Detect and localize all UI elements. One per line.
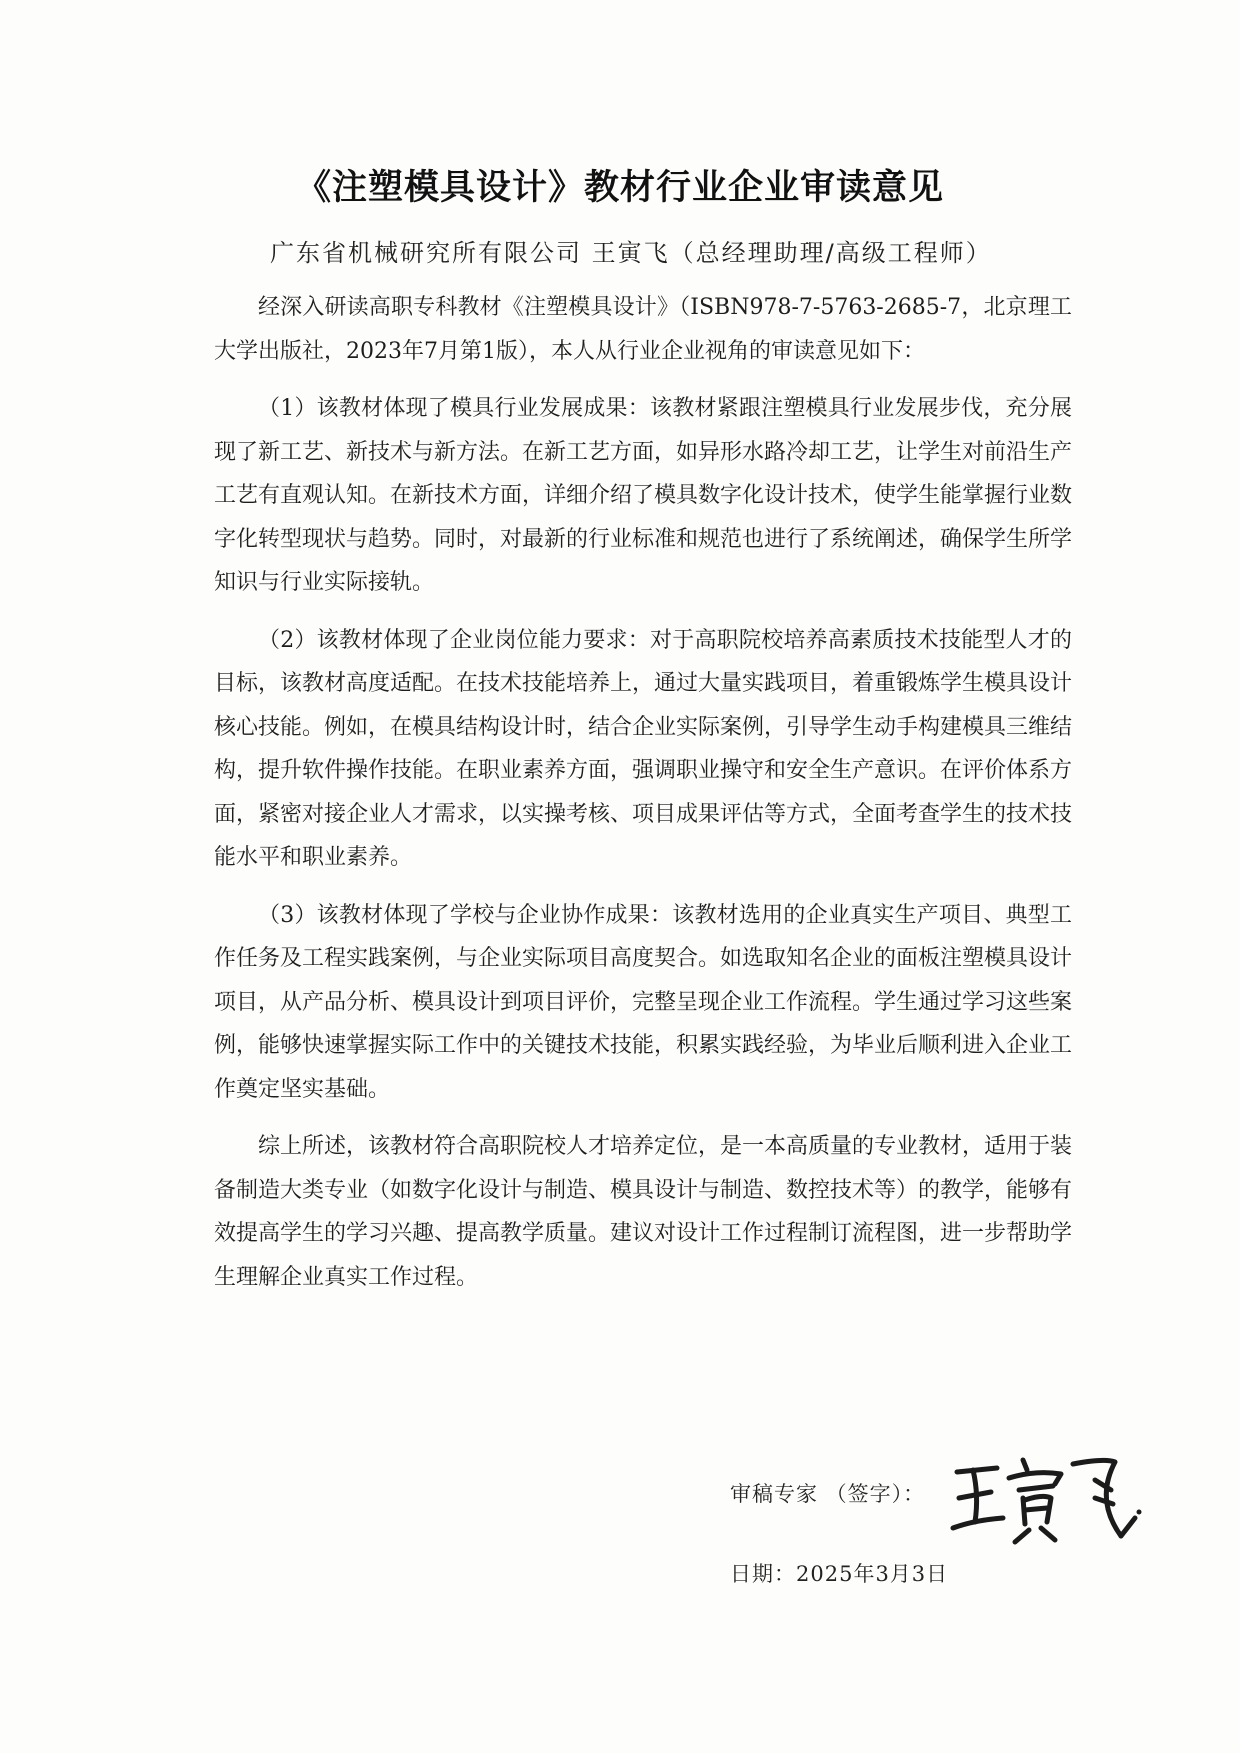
opinion-paragraph-2: （2）该教材体现了企业岗位能力要求：对于高职院校培养高素质技术技能型人才的目标，该教材高度适配。在技术技能培养上，通过大量实践项目，着重锻炼学生模具设计核心技能。例如，在模具结构设计时，结合企业实际案例，引导学生动手构建模具三维结构，提升软件操作技能。在职业素养方面，强调职业操守和安全生产意识。在评价体系方面，紧密对接企业人才需求，以实操考核、项目成果评估等方式，全面考查学生的技术技能水平和职业素养。 [214,627,1073,870]
signature-label: 审稿专家 （签字）： [730,1482,926,1506]
opinion-paragraph-1: （1）该教材体现了模具行业发展成果：该教材紧跟注塑模具行业发展步伐，充分展现了新工艺、新技术与新方法。在新工艺方面，如异形水路冷却工艺，让学生对前沿生产工艺有直观认知。在新技术方面，详细介绍了模具数字化设计技术，使学生能掌握行业数字化转型现状与趋势。同时，对最新的行业标准和规范也进行了系统阐述，确保学生所学知识与行业实际接轨。 [214,396,1073,595]
conclusion-paragraph: 综上所述，该教材符合高职院校人才培养定位，是一本高质量的专业教材，适用于装备制造大类专业（如数字化设计与制造、模具设计与制造、数控技术等）的教学，能够有效提高学生的学习兴趣、提高教学质量。建议对设计工作过程制订流程图，进一步帮助学生理解企业真实工作过程。 [214,1134,1073,1290]
document-body [214,286,1072,1313]
author-line: 广东省机械研究所有限公司 王寅飞（总经理助理/高级工程师） [270,239,992,267]
intro-paragraph: 经深入研读高职专科教材《注塑模具设计》（ISBN978-7-5763-2685-7，北京理工大学出版社，2023年7月第1版），本人从行业企业视角的审读意见如下： [214,295,1072,364]
document-title: 《注塑模具设计》教材行业企业审读意见 [295,168,944,208]
opinion-paragraph-3: （3）该教材体现了学校与企业协作成果：该教材选用的企业真实生产项目、典型工作任务及工程实践案例，与企业实际项目高度契合。如选取知名企业的面板注塑模具设计项目，从产品分析、模具设计到项目评价，完整呈现企业工作流程。学生通过学习这些案例，能够快速掌握实际工作中的关键技术技能，积累实践经验，为毕业后顺利进入企业工作奠定坚实基础。 [214,902,1073,1102]
date-line: 日期：2025年3月3日 [730,1562,949,1586]
handwritten-signature [945,1440,1145,1550]
